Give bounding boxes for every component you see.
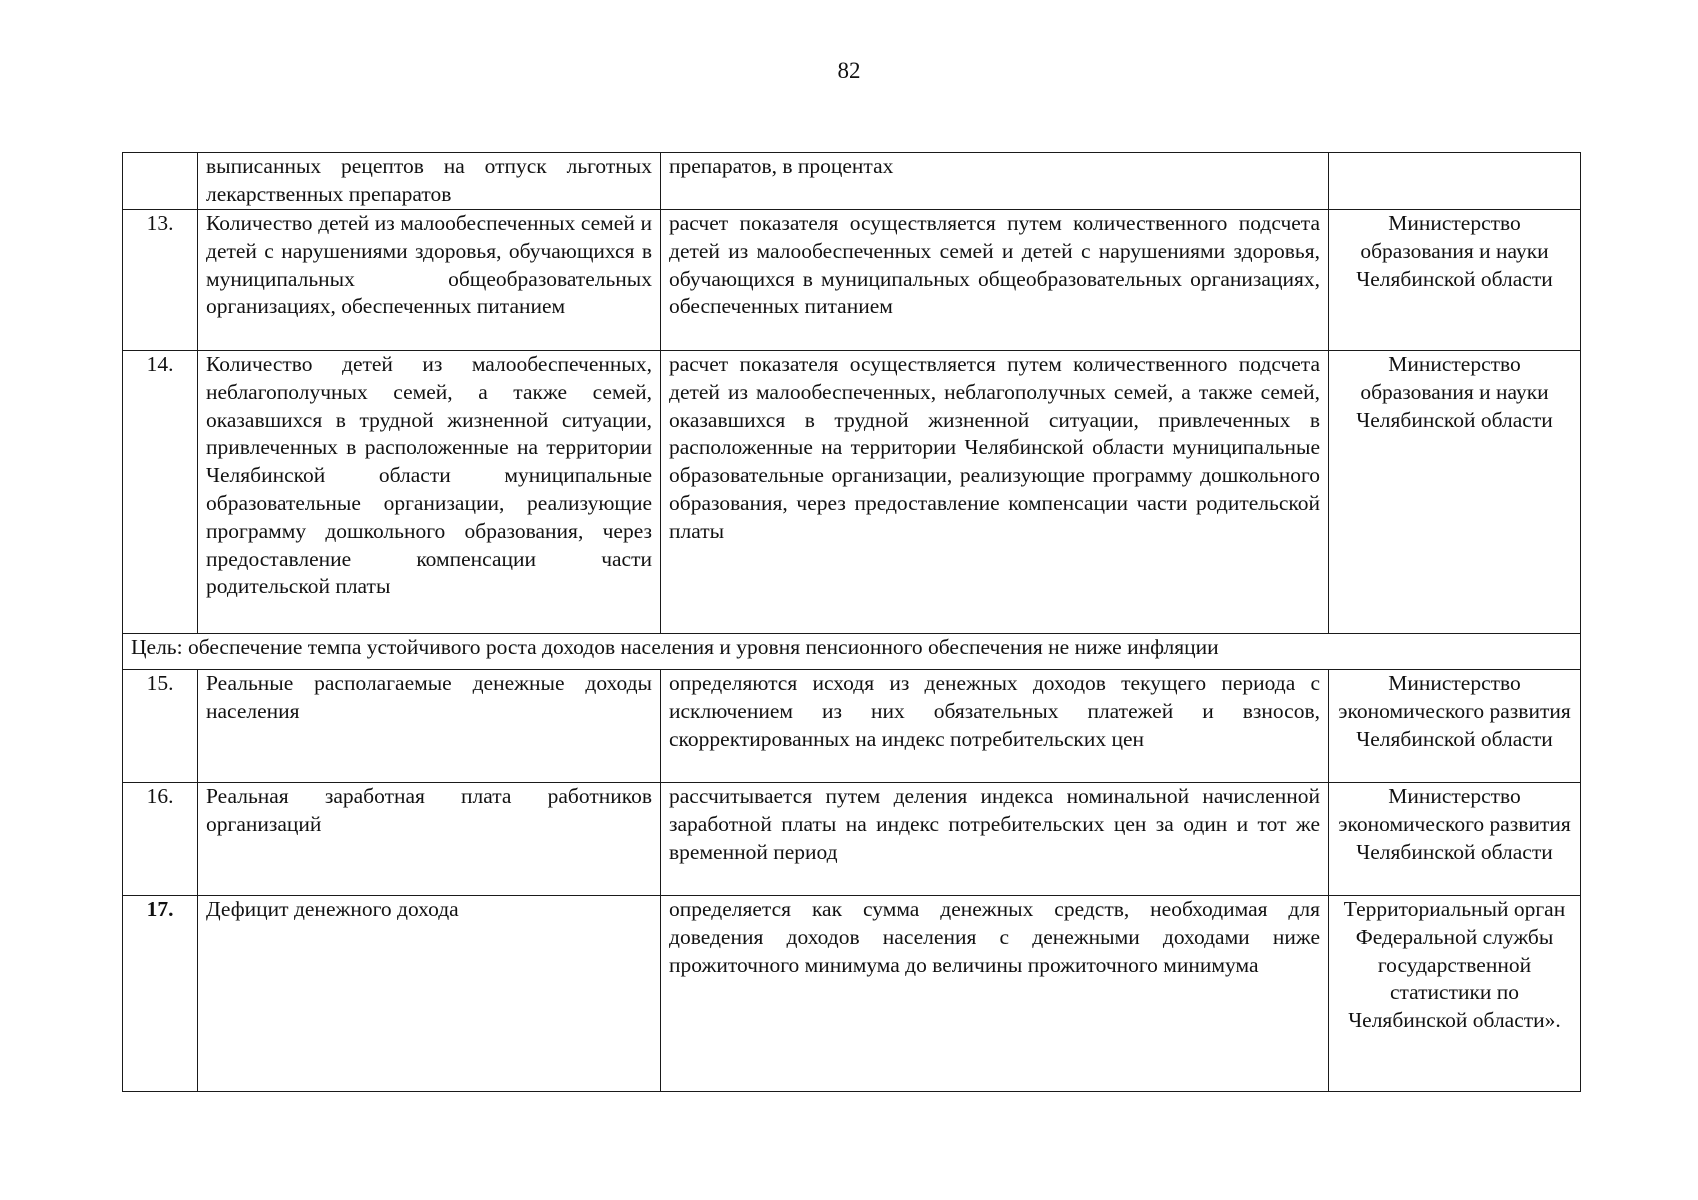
indicator-name: выписанных рецептов на отпуск льготных лекарственных препаратов	[198, 153, 661, 210]
row-number: 15.	[123, 670, 198, 783]
row-number: 13.	[123, 210, 198, 351]
responsible-organization: Территориальный орган Федеральной службы государственной статистики по Челябинской области».	[1329, 896, 1581, 1092]
indicator-name: Реальные располагаемые денежные доходы населения	[198, 670, 661, 783]
row-number	[123, 153, 198, 210]
page-number: 82	[837, 58, 861, 83]
table-row	[123, 670, 1581, 783]
responsible-organization: Министерство образования и науки Челябинской области	[1329, 210, 1581, 351]
goal-row	[123, 634, 1581, 670]
calculation-method: расчет показателя осуществляется путем количественного подсчета детей из малообеспеченных, неблагополучных семей, а также семей, оказавшихся в трудной жизненной ситуации, привлеченных в расположенные на территории Челябинской области муниципальные образовательные организации, реализующие программу дошкольного образования, через предоставление компенсации части родительской платы	[661, 351, 1329, 634]
indicator-name: Количество детей из малообеспеченных, неблагополучных семей, а также семей, оказавшихся в трудной жизненной ситуации, привлеченных в расположенные на территории Челябинской области муниципальные образовательные организации, реализующие программу дошкольного образования, через предоставление компенсации части родительской платы	[198, 351, 661, 634]
table-row	[123, 896, 1581, 1092]
calculation-method: рассчитывается путем деления индекса номинальной начисленной заработной платы на индекс потребительских цен за один и тот же временной период	[661, 783, 1329, 896]
calculation-method: определяется как сумма денежных средств, необходимая для доведения доходов населения с денежными доходами ниже прожиточного минимума до величины прожиточного минимума	[661, 896, 1329, 1092]
row-number: 17.	[123, 896, 198, 1092]
table-row	[123, 153, 1581, 210]
table-row	[123, 210, 1581, 351]
responsible-organization	[1329, 153, 1581, 210]
row-number: 14.	[123, 351, 198, 634]
goal-text: Цель: обеспечение темпа устойчивого роста доходов населения и уровня пенсионного обеспечения не ниже инфляции	[123, 634, 1581, 670]
table-row	[123, 783, 1581, 896]
indicator-name: Количество детей из малообеспеченных семей и детей с нарушениями здоровья, обучающихся в муниципальных общеобразовательных организациях, обеспеченных питанием	[198, 210, 661, 351]
calculation-method: расчет показателя осуществляется путем количественного подсчета детей из малообеспеченных семей и детей с нарушениями здоровья, обучающихся в муниципальных общеобразовательных организациях, обеспеченных питанием	[661, 210, 1329, 351]
responsible-organization: Министерство образования и науки Челябинской области	[1329, 351, 1581, 634]
indicator-name: Дефицит денежного дохода	[198, 896, 661, 1092]
table-row	[123, 351, 1581, 634]
calculation-method: определяются исходя из денежных доходов текущего периода с исключением из них обязательных платежей и взносов, скорректированных на индекс потребительских цен	[661, 670, 1329, 783]
responsible-organization: Министерство экономического развития Челябинской области	[1329, 670, 1581, 783]
indicators-table	[122, 152, 1581, 1092]
responsible-organization: Министерство экономического развития Челябинской области	[1329, 783, 1581, 896]
row-number: 16.	[123, 783, 198, 896]
calculation-method: препаратов, в процентах	[661, 153, 1329, 210]
indicator-name: Реальная заработная плата работников организаций	[198, 783, 661, 896]
